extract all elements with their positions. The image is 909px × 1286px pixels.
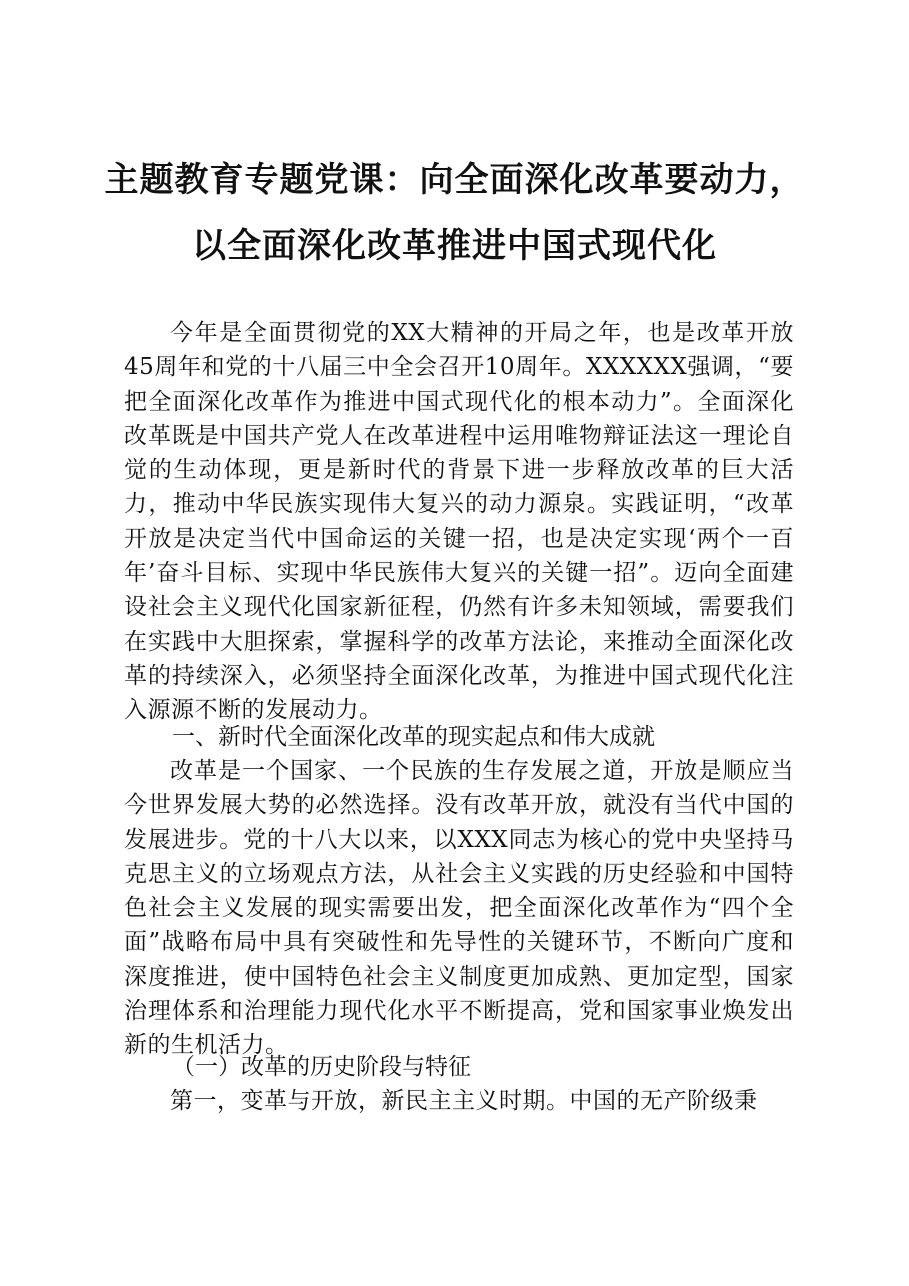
document-title-line-1: 主题教育专题党课：向全面深化改革要动力， (104, 160, 805, 200)
document-title-line-2: 以全面深化改革推进中国式现代化 (192, 226, 717, 266)
subsection-heading-1: （一）改革的历史阶段与特征 (172, 1054, 471, 1080)
section-heading-1: 一、新时代全面深化改革的现实起点和伟大成就 (172, 724, 655, 750)
intro-paragraph: 今年是全面贯彻党的XX大精神的开局之年，也是改革开放45周年和党的十八届三中全会召开10周年。XXXXXX强调，“要把全面深化改革作为推进中国式现代化的根本动力”。全面深化改革既是中国共产党人在改革进程中运用唯物辩证法这一理论自觉的生动体现，更是新时代的背景下进一步释放改革的巨大活力，推动中华民族实现伟大复兴的动力源泉。实践证明，“改革开放是决定当代中国命运的关键一招，也是决定实现‘两个一百年’奋斗目标、实现中华民族伟大复兴的关键一招”。迈向全面建设社会主义现代化国家新征程，仍然有许多未知领域，需要我们在实践中大胆探索，掌握科学的改革方法论，来推动全面深化改革的持续深入，必须坚持全面深化改革，为推进中国式现代化注入源源不断的发展动力。 (124, 320, 794, 724)
section-1-paragraph: 改革是一个国家、一个民族的生存发展之道，开放是顺应当今世界发展大势的必然选择。没有改革开放，就没有当代中国的发展进步。党的十八大以来，以XXX同志为核心的党中央坚持马克思主义的立场观点方法，从社会主义实践的历史经验和中国特色社会主义发展的现实需要出发，把全面深化改革作为“四个全面”战略布局中具有突破性和先导性的关键环节，不断向广度和深度推进，使中国特色社会主义制度更加成熟、更加定型，国家治理体系和治理能力现代化水平不断提高，党和国家事业焕发出新的生机活力。 (124, 758, 794, 1059)
subsection-1-paragraph: 第一，变革与开放，新民主主义时期。中国的无产阶级秉 (170, 1088, 758, 1114)
